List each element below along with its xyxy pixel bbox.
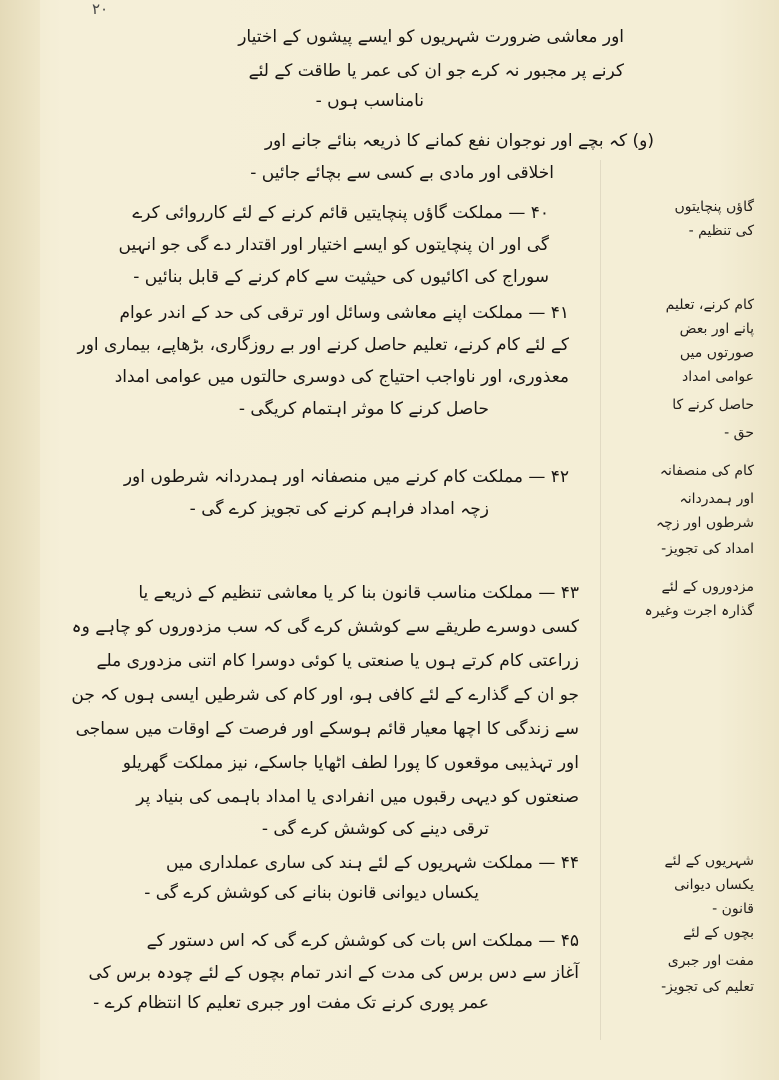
clause-line: (و) کہ بچے اور نوجوان نفع کمانے کا ذریعہ بنائے جانے اور <box>264 131 654 151</box>
article-40-line: سوراج کی اکائیوں کی حیثیت سے کام کرنے کے قابل بنائیں - <box>133 267 549 287</box>
article-41-line: ۴۱ — مملکت اپنے معاشی وسائل اور ترقی کی حد کے اندر عوام <box>119 303 569 323</box>
article-43-line: ترقی دینے کی کوشش کرے گی - <box>261 819 489 839</box>
article-45-line: آغاز سے دس برس کی مدت کے اندر تمام بچوں کے لئے چودہ برس کی <box>88 963 579 983</box>
article-41-line: معذوری، اور ناواجب احتیاج کی دوسری حالتوں میں عوامی امداد <box>114 367 569 387</box>
intro-line: نامناسب ہوں - <box>315 91 424 111</box>
article-45-side-heading: تعلیم کی تجویز- <box>661 979 754 995</box>
article-40-line: ۴۰ — مملکت گاؤں پنچایتیں قائم کرنے کے لئے کارروائی کرے <box>132 203 549 223</box>
article-43-line: سے زندگی کا اچھا معیار قائم ہوسکے اور فرصت کے اوقات میں سماجی <box>75 719 579 739</box>
article-45-side-heading: مفت اور جبری <box>667 953 754 969</box>
article-43-line: صنعتوں کو دیہی رقبوں میں انفرادی یا امداد باہمی کی بنیاد پر <box>136 787 579 807</box>
article-41-line: کے لئے کام کرنے، تعلیم حاصل کرنے اور بے روزگاری، بڑھاپے، بیماری اور <box>77 335 569 355</box>
article-43-side-heading: گذارہ اجرت وغیرہ <box>644 603 754 619</box>
article-42-side-heading: شرطوں اور زچہ <box>655 515 754 531</box>
article-43-line: کسی دوسرے طریقے سے کوشش کرے گی کہ سب مزدوروں کو چاہے وہ <box>71 617 579 637</box>
article-43-line: زراعتی کام کرتے ہوں یا صنعتی یا کوئی دوسرا کام اتنی مزدوری ملے <box>96 651 579 671</box>
article-41-line: حاصل کرنے کا موثر اہتمام کریگی - <box>238 399 489 419</box>
article-41-side-heading: پانے اور بعض <box>679 321 754 337</box>
article-41-side-heading: حاصل کرنے کا <box>672 397 754 413</box>
article-40-side-heading: گاؤں پنچایتوں <box>674 199 754 215</box>
article-42-side-heading: کام کی منصفانہ <box>659 463 754 479</box>
article-44-side-heading: یکساں دیوانی <box>674 877 754 893</box>
article-43-side-heading: مزدوروں کے لئے <box>661 579 754 595</box>
article-44-line: یکساں دیوانی قانون بنانے کی کوشش کرے گی - <box>144 883 479 903</box>
article-45-line: ۴۵ — مملکت اس بات کی کوشش کرے گی کہ اس دستور کے <box>146 931 579 951</box>
article-42-line: زچہ امداد فراہم کرنے کی تجویز کرے گی - <box>189 499 489 519</box>
intro-line: کرنے پر مجبور نہ کرے جو ان کی عمر یا طاقت کے لئے <box>248 61 624 81</box>
article-43-line: ۴۳ — مملکت مناسب قانون بنا کر یا معاشی تنظیم کے ذریعے یا <box>138 583 579 603</box>
article-43-line: اور تہذیبی موقعوں کا پورا لطف اٹھایا جاسکے، نیز مملکت گھریلو <box>122 753 579 773</box>
article-42-side-heading: امداد کی تجویز- <box>661 541 754 557</box>
article-43-line: جو ان کے گذارے کے لئے کافی ہو، اور کام کی شرطیں ایسی ہوں کہ جن <box>71 685 579 705</box>
article-41-side-heading: صورتوں میں <box>679 345 754 361</box>
article-41-side-heading: کام کرنے، تعلیم <box>665 297 754 313</box>
intro-line: اور معاشی ضرورت شہریوں کو ایسے پیشوں کے اختیار <box>238 27 624 47</box>
article-44-line: ۴۴ — مملکت شہریوں کے لئے ہند کی ساری عملداری میں <box>165 853 579 873</box>
article-42-line: ۴۲ — مملکت کام کرنے میں منصفانہ اور ہمدردانہ شرطوں اور <box>123 467 569 487</box>
article-45-side-heading: بچوں کے لئے <box>683 925 754 941</box>
article-41-side-heading: عوامی امداد <box>682 369 754 385</box>
clause-line: اخلاقی اور مادی بے کسی سے بچائے جائیں - <box>250 163 554 183</box>
article-41-side-heading: حق - <box>724 425 754 441</box>
article-40-side-heading: کی تنظیم - <box>688 223 754 239</box>
page-number: ٢٠ <box>92 0 109 18</box>
article-44-side-heading: شہریوں کے لئے <box>664 853 754 869</box>
article-45-line: عمر پوری کرنے تک مفت اور جبری تعلیم کا انتظام کرے - <box>93 993 489 1013</box>
article-44-side-heading: قانون - <box>712 901 754 917</box>
article-42-side-heading: اور ہمدردانہ <box>679 491 754 507</box>
article-40-line: گی اور ان پنچایتوں کو ایسے اختیار اور اقتدار دے گی جو انہیں <box>118 235 549 255</box>
paper-edge <box>0 0 40 1080</box>
